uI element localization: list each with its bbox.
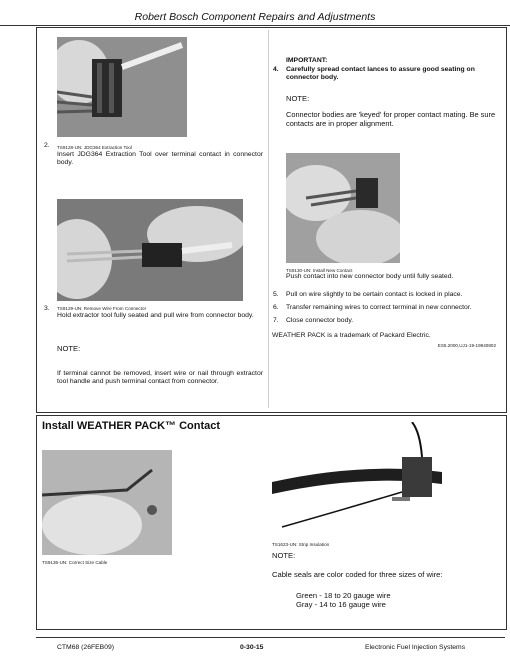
step2-number: 2. [44, 142, 50, 149]
footer-rule [36, 637, 505, 638]
step7-text: Close connector body. [286, 317, 354, 324]
step2-photo-caption: TS9128-UN: JDG364 Extraction Tool [57, 145, 132, 150]
extraction-tool-photo [57, 37, 187, 137]
cable-photo [42, 450, 172, 555]
left-note-text: If terminal cannot be removed, insert wire or nail through extractor tool handle and push terminal contact from connector. [57, 370, 263, 386]
step4-text: Carefully spread contact lances to assure good seating on connector body. [286, 66, 475, 82]
color-green: Green - 18 to 20 gauge wire [296, 591, 391, 600]
step3-text: Hold extractor tool fully seated and pull wire from connector body. [57, 312, 254, 319]
install-contact-caption: TS9130-UN: Install New Contact [286, 268, 353, 273]
right-note-text: Connector bodies are 'keyed' for proper contact mating. Be sure contacts are in proper alignment. [286, 110, 496, 128]
reference-code: ES5.2000,UJ1-19-19940802 [437, 343, 496, 348]
install-contact-text: Push contact into new connector body until fully seated. [286, 273, 454, 280]
step4-number: 4. [273, 66, 279, 73]
page-header-title: Robert Bosch Component Repairs and Adjustments [134, 11, 376, 23]
left-note-label: NOTE: [57, 344, 81, 353]
footer-doc-id: CTM68 (26FEB09) [57, 644, 115, 651]
strip-insulation-caption: TS1623-UN: Strip Insulation [272, 542, 330, 547]
step5-text: Pull on wire slightly to be certain contact is locked in place. [286, 291, 463, 298]
section2-note-label: NOTE: [272, 551, 296, 560]
footer-section-title: Electronic Fuel Injection Systems [365, 644, 466, 651]
install-contact-photo [286, 153, 400, 263]
important-label: IMPORTANT: [286, 57, 328, 64]
remove-wire-photo [57, 199, 243, 301]
color-gray: Gray - 14 to 16 gauge wire [296, 600, 386, 609]
step6-text: Transfer remaining wires to correct terminal in new connector. [286, 304, 472, 311]
step3-number: 3. [44, 305, 50, 312]
cable-photo-caption: TS9136-UN: Correct Size Cable [42, 560, 108, 565]
step2-text: Insert JDG364 Extraction Tool over terminal contact in connector body. [57, 151, 263, 167]
step5-number: 5. [273, 291, 279, 298]
column-divider [268, 30, 269, 408]
section-title: Install WEATHER PACK™ Contact [42, 420, 221, 432]
step3-photo-caption: TS9129-UN: Remove Wire From Connector [57, 306, 147, 311]
section2-note-text: Cable seals are color coded for three sizes of wire: [272, 570, 443, 579]
right-note-label: NOTE: [286, 94, 310, 103]
header-rule [0, 25, 510, 26]
strip-insulation-photo [272, 422, 442, 537]
trademark-text: WEATHER PACK is a trademark of Packard Electric. [272, 332, 431, 339]
step7-number: 7. [273, 317, 279, 324]
footer-page-number: 0-30-15 [240, 644, 264, 651]
step6-number: 6. [273, 304, 279, 311]
